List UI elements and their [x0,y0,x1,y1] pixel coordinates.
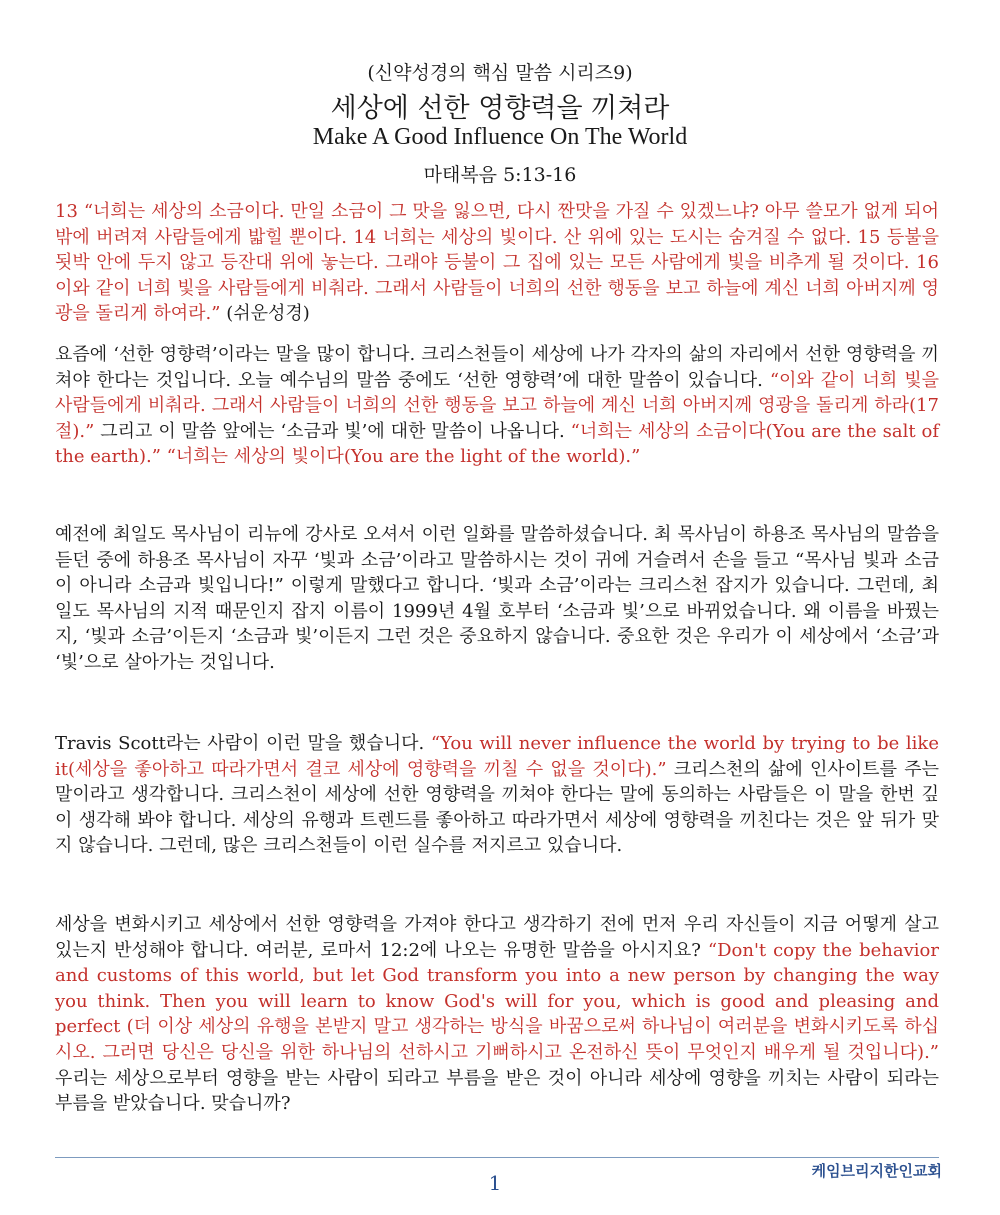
paragraph-3-text-b: 크리스천의 삶에 인사이트를 주는 말이라고 생각합니다. 크리스천이 세상에 선한 영향력을 끼쳐야 한다는 말에 동의하는 사람들은 이 말을 한번 깊이 생각해 봐야 합니다. 세상의 유행과 트렌드를 좋아하고 따라가면서 세상에 영향력을 끼친다는 것은 앞 뒤가 맞지 않습니다. 그런데, 많은 크리스천들이 이런 실수를 저지르고 있습니다. [55,758,939,857]
scripture-reference: 마태복음 5:13-16 [423,164,577,186]
scripture-source: (쉬운성경) [226,303,310,325]
scripture-text: 13 “너희는 세상의 소금이다. 만일 소금이 그 맛을 잃으면, 다시 짠맛을 가질 수 있겠느냐? 아무 쓸모가 없게 되어 밖에 버려져 사람들에게 밟힐 뿐이다. 14 너희는 세상의 빛이다. 산 위에 있는 도시는 숨겨질 수 없다. 15 등불을 됫박 안에 두지 않고 등잔대 위에 놓는다. 그래야 등불이 그 집에 있는 모든 사람에게 빛을 비추게 될 것이다. 16 이와 같이 너희 빛을 사람들에게 비춰라. 그래서 사람들이 너희의 선한 행동을 보고 하늘에 계신 너희 아버지께 영광을 돌리게 하여라.” [55,201,939,325]
paragraph-1-quote-b: “너희는 세상의 소금이다(You are the salt of the earth).” “너희는 세상의 빛이다(You are the light of the world).” [55,420,939,468]
paragraph-1-text-b: 그리고 이 말씀 앞에는 ‘소금과 빛’에 대한 말씀이 나옵니다. [94,420,571,442]
scripture-passage [55,199,939,327]
series-label: (신약성경의 핵심 말씀 시리즈9) [367,62,633,84]
paragraph-4-text-a: 세상을 변화시키고 세상에서 선한 영향력을 가져야 한다고 생각하기 전에 먼저 우리 자신들이 지금 어떻게 살고 있는지 반성해야 합니다. 여러분, 로마서 12:2에 나오는 유명한 말씀을 아시지요? [55,914,939,961]
paragraph-4-quote: “Don't copy the behavior and customs of this world, but let God transform you into a new person by changing the way you think. Then you will learn to know God's will for you, which is good and pleasing and perfect (더 이상 세상의 유행을 본받지 말고 생각하는 방식을 바꿈으로써 하나님이 여러분을 변화시키도록 하십시오. 그러면 당신은 당신을 위한 하나님의 선하시고 기뻐하시고 온전하신 뜻이 무엇인지 배우게 될 것입니다).” [55,939,939,1063]
paragraph-4-text-b: 우리는 세상으로부터 영향을 받는 사람이 되라고 부름을 받은 것이 아니라 세상에 영향을 끼치는 사람이 되라는 부름을 받았습니다. 맞습니까? [55,1067,939,1115]
paragraph-4 [55,912,939,1117]
footer-divider [55,1157,939,1158]
paragraph-3-quote: “You will never influence the world by trying to be like it(세상을 좋아하고 따라가면서 결코 세상에 영향력을 끼칠 수 없을 것이다).” [55,733,939,780]
paragraph-3-text-a: Travis Scott라는 사람이 이런 말을 했습니다. [55,733,431,754]
paragraph-1-quote-a: “이와 같이 너희 빛을 사람들에게 비춰라. 그래서 사람들이 너희의 선한 행동을 보고 하늘에 계신 너희 아버지께 영광을 돌리게 하라(17절).” [55,369,939,442]
page-title: 세상에 선한 영향력을 끼쳐라 [330,93,670,124]
paragraph-2: 예전에 최일도 목사님이 리뉴에 강사로 오셔서 이런 일화를 말씀하셨습니다. 최 목사님이 하용조 목사님의 말씀을 듣던 중에 하용조 목사님이 자꾸 ‘빛과 소금’이라고 말씀하시는 것이 귀에 거슬려서 손을 들고 “목사님 빛과 소금이 아니라 소금과 빛입니다!” 이렇게 말했다고 합니다. ‘빛과 소금’이라는 크리스천 잡지가 있습니다. 그런데, 최일도 목사님의 지적 때문인지 잡지 이름이 1999년 4월 호부터 ‘소금과 빛’으로 바뀌었습니다. 왜 이름을 바꿨는지, ‘빛과 소금’이든지 ‘소금과 빛’이든지 그런 것은 중요하지 않습니다. 중요한 것은 우리가 이 세상에서 ‘소금’과 ‘빛’으로 살아가는 것입니다. [55,524,939,673]
paragraph-1-text-a: 요즘에 ‘선한 영향력’이라는 말을 많이 합니다. 크리스천들이 세상에 나가 각자의 삶의 자리에서 선한 영향력을 끼쳐야 한다는 것입니다. 오늘 예수님의 말씀 중에도 ‘선한 영향력’에 대한 말씀이 있습니다. [55,344,939,391]
church-name: 케임브리지한인교회 [811,1162,942,1180]
paragraph-3 [55,731,939,859]
page-number: 1 [488,1171,502,1195]
page-subtitle-english: Make A Good Influence On The World [312,124,688,150]
paragraph-1 [55,342,939,470]
